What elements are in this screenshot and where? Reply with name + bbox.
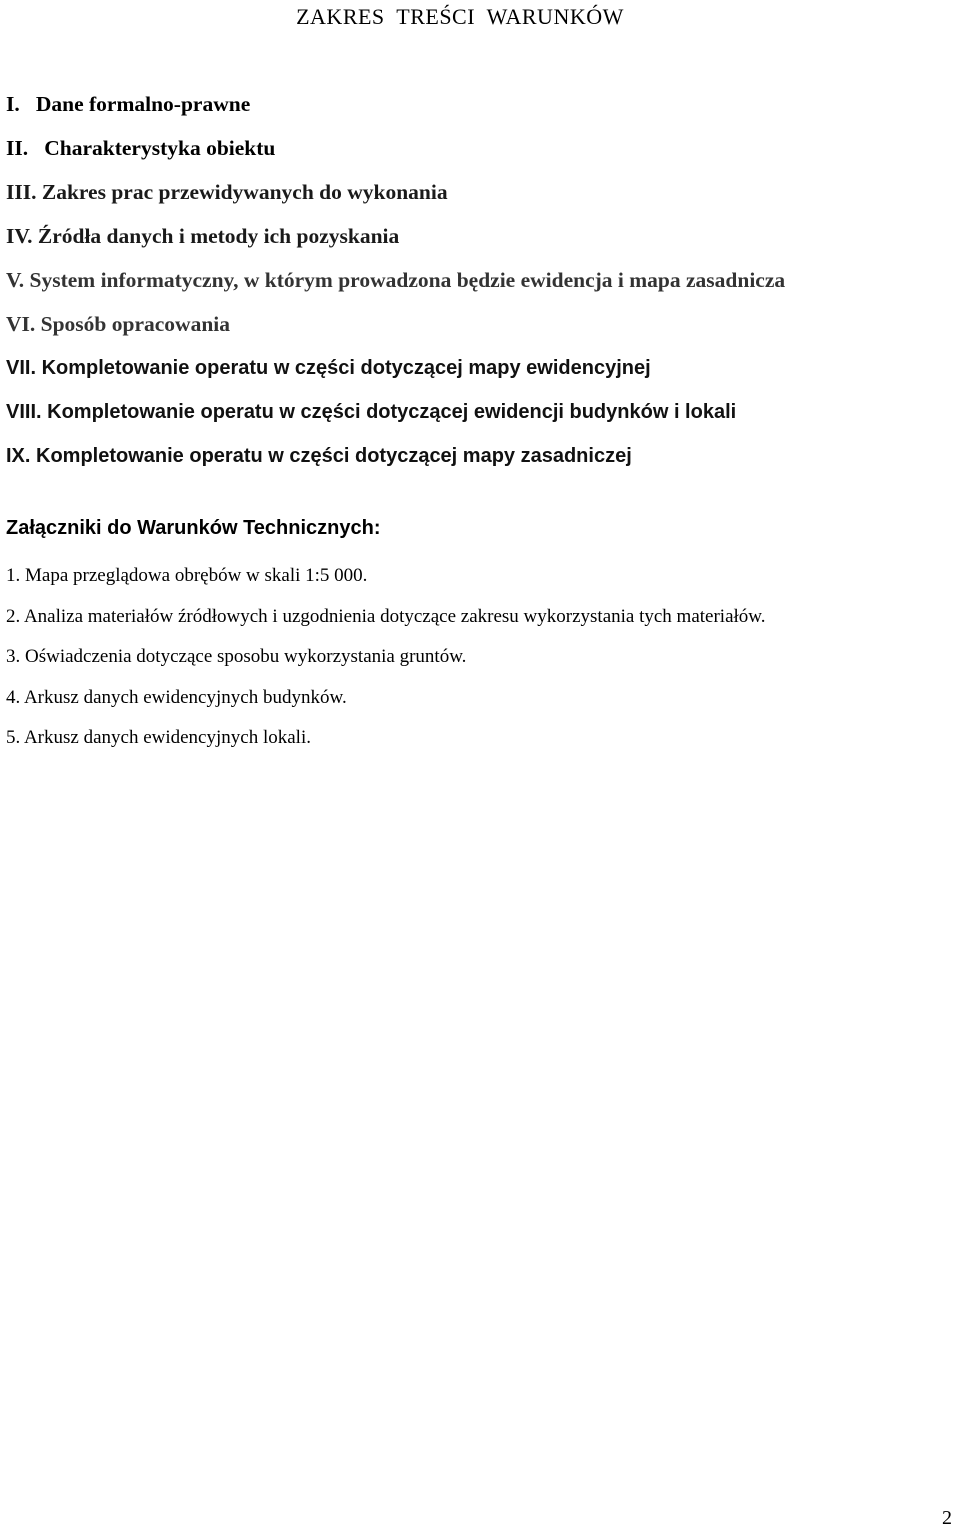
toc-item-9: IX. Kompletowanie operatu w części dotyczącej mapy zasadniczej [6,445,632,467]
attachment-item-4: 4. Arkusz danych ewidencyjnych budynków. [6,686,347,708]
toc-item-8: VIII. Kompletowanie operatu w części dotyczącej ewidencji budynków i lokali [6,401,737,423]
toc-item-3: III. Zakres prac przewidywanych do wykonania [6,180,448,204]
attachment-item-5: 5. Arkusz danych ewidencyjnych lokali. [6,727,311,748]
toc-item-4: IV. Źródła danych i metody ich pozyskania [6,224,400,248]
toc-item-2: II. Charakterystyka obiektu [6,136,276,160]
toc-item-1: I. Dane formalno-prawne [6,92,251,116]
table-of-contents [6,82,785,478]
page-title: ZAKRES TREŚCI WARUNKÓW [296,4,624,29]
attachment-item-1: 1. Mapa przeglądowa obrębów w skali 1:5 000. [6,565,368,586]
page-number: 2 [942,1507,952,1529]
toc-item-7: VII. Kompletowanie operatu w części dotyczącej mapy ewidencyjnej [6,357,651,379]
toc-item-5: V. System informatyczny, w którym prowadzona będzie ewidencja i mapa zasadnicza [6,268,786,292]
attachments-list [6,556,766,759]
attachments-heading: Załączniki do Warunków Technicznych: [6,517,381,539]
attachment-item-2: 2. Analiza materiałów źródłowych i uzgodnienia dotyczące zakresu wykorzystania tych materiałów. [6,605,766,627]
toc-item-6: VI. Sposób opracowania [6,312,231,336]
attachment-item-3: 3. Oświadczenia dotyczące sposobu wykorzystania gruntów. [6,646,467,667]
